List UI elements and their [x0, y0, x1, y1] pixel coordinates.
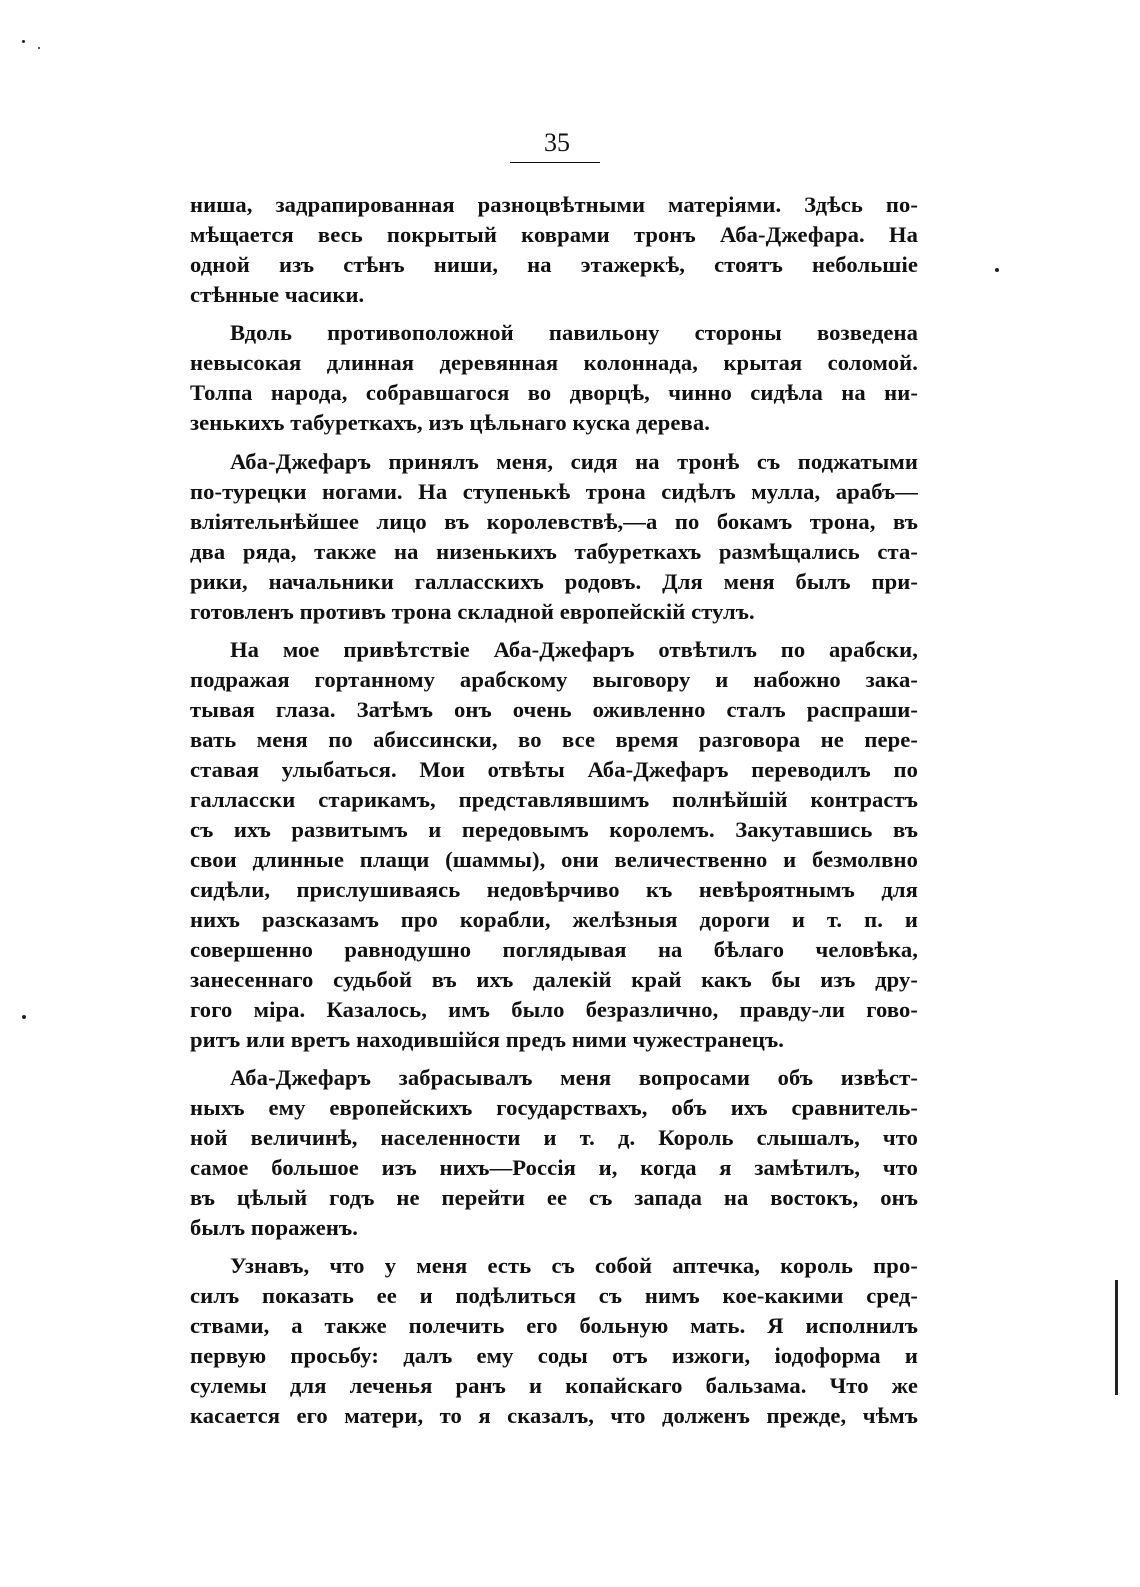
text-line: невысокая длинная деревянная колоннада, крытая соломой. [190, 350, 918, 376]
text-line: два ряда, также на низенькихъ табуреткахъ размѣщались ста- [190, 538, 918, 564]
scan-edge-mark [1115, 1280, 1118, 1395]
page-number-rule [510, 162, 600, 163]
text-line: Аба-Джефаръ забрасывалъ меня вопросами объ извѣст- [230, 1065, 918, 1091]
text-line: въ цѣлый годъ не перейти ее съ запада на востокъ, онъ [190, 1185, 918, 1211]
text-line: свои длинные плащи (шаммы), они величественно и безмолвно [190, 846, 918, 872]
paragraph [190, 635, 918, 1055]
text-line: силъ показать ее и подѣлиться съ нимъ кое-какими сред- [190, 1283, 918, 1309]
text-line: касается его матери, то я сказалъ, что долженъ прежде, чѣмъ [190, 1403, 918, 1429]
text-line: былъ пораженъ. [190, 1215, 358, 1241]
text-line: тывая глаза. Затѣмъ онъ очень оживленно сталъ распраши- [190, 696, 918, 722]
scan-speck [22, 1015, 26, 1019]
body-text [190, 190, 918, 1440]
text-line: одной изъ стѣнъ ниши, на этажеркѣ, стоятъ небольшіе [190, 252, 918, 277]
text-line: съ ихъ развитымъ и передовымъ королемъ. Закутавшись въ [190, 816, 918, 842]
text-line: На мое привѣтствіе Аба-Джефаръ отвѣтилъ по арабски, [230, 636, 918, 662]
text-line: мѣщается весь покрытый коврами тронъ Аба-Джефара. На [190, 222, 918, 247]
text-line: вать меня по абиссински, во все время разговора не пере- [190, 726, 918, 752]
text-line: Вдоль противоположной павильону стороны возведена [230, 320, 918, 346]
paragraph [190, 447, 918, 627]
text-line: рики, начальники галласскихъ родовъ. Для меня былъ при- [190, 568, 918, 594]
text-line: подражая гортанному арабскому выговору и набожно зака- [190, 666, 918, 692]
text-line: галласски старикамъ, представлявшимъ полнѣйшій контрастъ [190, 786, 918, 812]
text-line: ной величинѣ, населенности и т. д. Король слышалъ, что [190, 1125, 918, 1151]
text-line: совершенно равнодушно поглядывая на бѣлаго человѣка, [190, 936, 918, 962]
text-line: ствами, а также полечить его больную мать. Я исполнилъ [190, 1313, 918, 1339]
text-line: занесеннаго судьбой въ ихъ далекій край какъ бы изъ дру- [190, 966, 918, 992]
text-line: готовленъ противъ трона складной европейскій стулъ. [190, 598, 755, 624]
scan-speck [995, 268, 999, 272]
text-line: ставая улыбаться. Мои отвѣты Аба-Джефаръ переводилъ по [190, 756, 918, 782]
text-line: гого міра. Казалось, имъ было безразлично, правду-ли гово- [190, 996, 918, 1022]
text-line: стѣнные часики. [190, 282, 365, 307]
text-line: ныхъ ему европейскихъ государствахъ, объ ихъ сравнитель- [190, 1095, 918, 1121]
scan-speck [38, 47, 40, 49]
text-line: сидѣли, прислушиваясь недовѣрчиво къ невѣроятнымъ для [190, 876, 918, 902]
paragraph [190, 190, 918, 310]
paragraph [190, 1251, 918, 1431]
text-line: по-турецки ногами. На ступенькѣ трона сидѣлъ мулла, арабъ— [190, 478, 918, 504]
text-line: ритъ или вретъ находившійся предъ ними чужестранецъ. [190, 1026, 785, 1052]
text-line: ниша, задрапированная разноцвѣтными матеріями. Здѣсь по- [190, 192, 918, 217]
paragraph [190, 318, 918, 438]
text-line: первую просьбу: далъ ему соды отъ изжоги, іодоформа и [190, 1343, 918, 1369]
text-line: зенькихъ табуреткахъ, изъ цѣльнаго куска дерева. [190, 410, 710, 436]
text-line: нихъ разсказамъ про корабли, желѣзныя дороги и т. п. и [190, 906, 918, 932]
page-number: 35 [544, 128, 570, 157]
paragraph [190, 1063, 918, 1243]
text-line: самое большое изъ нихъ—Россія и, когда я замѣтилъ, что [190, 1155, 918, 1181]
text-line: Узнавъ, что у меня есть съ собой аптечка, король про- [230, 1253, 918, 1279]
text-line: вліятельнѣйшее лицо въ королевствѣ,—а по бокамъ трона, въ [190, 508, 918, 534]
scan-speck [22, 40, 25, 43]
text-line: Толпа народа, собравшагося во дворцѣ, чинно сидѣла на ни- [190, 380, 918, 406]
text-line: сулемы для леченья ранъ и копайскаго бальзама. Что же [190, 1373, 918, 1399]
text-line: Аба-Джефаръ принялъ меня, сидя на тронѣ съ поджатыми [230, 448, 918, 474]
